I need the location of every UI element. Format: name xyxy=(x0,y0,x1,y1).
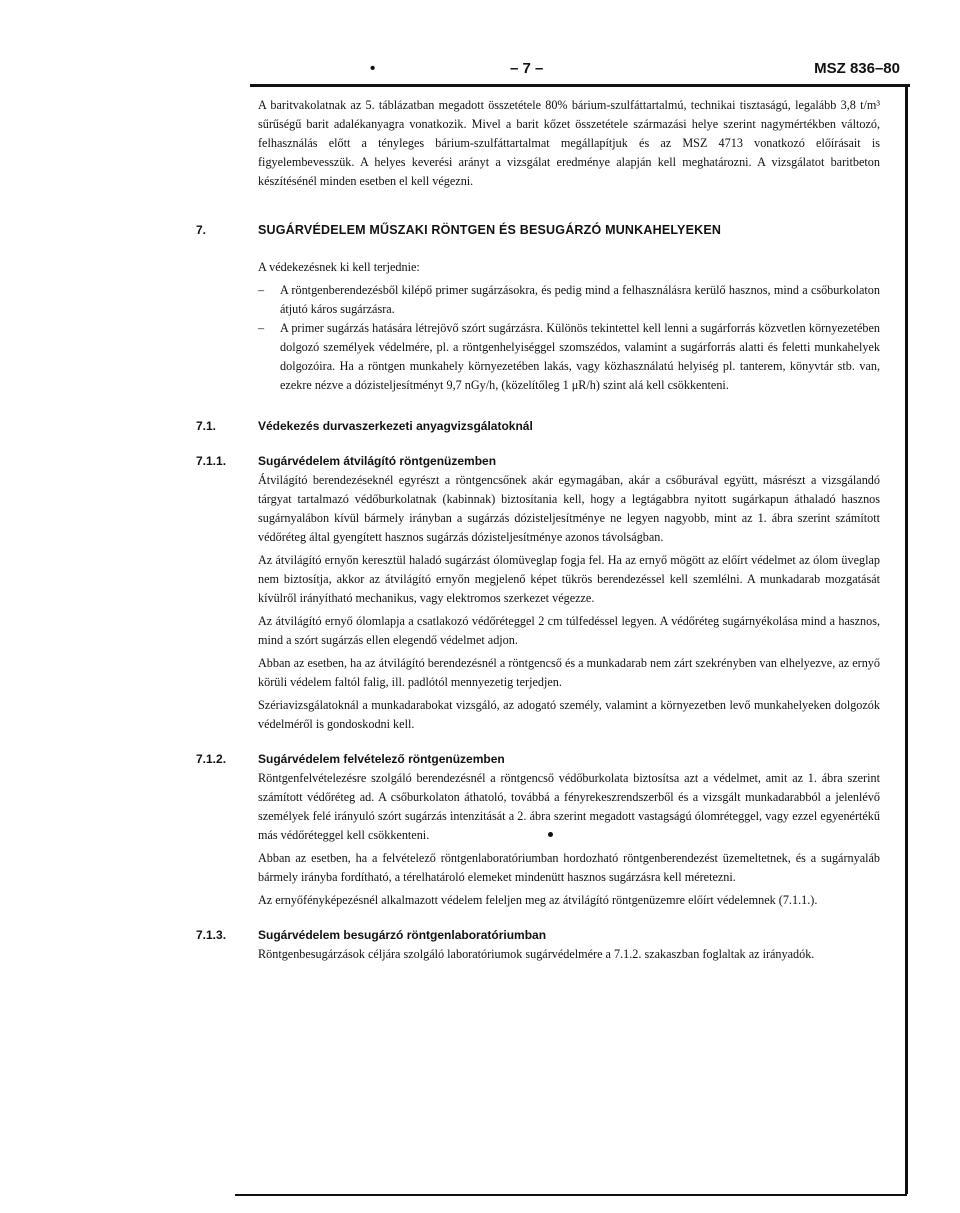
section-7-1 xyxy=(196,417,880,436)
paragraph: Az ernyőfényképezésnél alkalmazott védelem feleljen meg az átvilágító röntgenüzemre előírt védelemnek (7.1.1.). xyxy=(258,893,818,907)
section-title: Sugárvédelem átvilágító röntgenüzemben xyxy=(258,454,497,468)
section-number: 7.1. xyxy=(196,419,217,433)
paragraph: Abban az esetben, ha az átvilágító berendezésnél a röntgencső és a munkadarab nem zárt szekrényben van elhelyezve, az ernyő körüli védelem faltól falig, ill. padlótól mennyezetig terjedjen. xyxy=(258,656,880,689)
section-title: Védekezés durvaszerkezeti anyagvizsgálatoknál xyxy=(258,419,533,433)
frame-bottom-rule xyxy=(235,1194,907,1196)
paragraph: Átvilágító berendezéseknél egyrészt a röntgencsőnek akár egymagában, akár a csőburával együtt, másrészt a vizsgálandó tárgyat tartalmazó védőburkolatnak (kabinnak) biztosítania kell, hogy a legtágabbra nyitott sugárkapun áthaladó hasznos sugárnyalábon kívül bármely irányban a sugárzás dózisteljesítménye ne legyen nagyobb, mint az 1. ábra szerint számított védőréteg által gyengített hasznos sugárzás dózisteljesítménye azonos távolságban. xyxy=(258,473,880,544)
section-7-1-2 xyxy=(196,750,880,910)
section-title: Sugárvédelem felvételező röntgenüzemben xyxy=(258,752,505,766)
section-number: 7.1.2. xyxy=(196,752,227,766)
section-number: 7.1.3. xyxy=(196,928,227,942)
intro-paragraph: A baritvakolatnak az 5. táblázatban megadott összetétele 80% bárium-szulfáttartalmú, technikai tisztaságú, legalább 3,8 t/m³ sűrűségű barit adalékanyagra vonatkozik. Mivel a barit kőzet összetétele származási helye szerint nagymértékben változó, felhasználás előtt a tényleges bárium-szulfáttartalmat megállapítjuk és az MSZ 4713 vonatkozó előírásait is figyelembevesszük. A helyes keverési arányt a vizsgálat eredménye alapján kell meghatározni. A vizsgálatot baritbeton készítésénél minden esetben el kell végezni. xyxy=(258,98,880,188)
paragraph: Az átvilágító ernyő ólomlapja a csatlakozó védőréteggel 2 cm túlfedéssel legyen. A védőréteg sugárnyékolása mind a hasznos, mind a szórt sugárzás ellen elegendő védelmet adjon. xyxy=(258,614,880,647)
header-bullet: • xyxy=(370,60,376,77)
section-title: SUGÁRVÉDELEM MŰSZAKI RÖNTGEN ÉS BESUGÁRZÓ MUNKAHELYEKEN xyxy=(258,223,722,237)
section-number: 7. xyxy=(196,223,207,237)
section-title: Sugárvédelem besugárzó röntgenlaboratóriumban xyxy=(258,928,547,942)
paragraph: Röntgenbesugárzások céljára szolgáló laboratóriumok sugárvédelmére a 7.1.2. szakaszban foglaltak az irányadók. xyxy=(258,947,815,961)
section-number: 7.1.1. xyxy=(196,454,227,468)
standard-number: MSZ 836–80 xyxy=(814,60,900,77)
paragraph: Röntgenfelvételezésre szolgáló berendezésnél a röntgencső védőburkolata biztosítsa azt a védelmet, amit az 1. ábra szerint számított védőréteg ad. A csőburkolaton áthatoló, továbbá a fényrekeszrendszerből és a vizsgált munkadarabból a jelenlévő személyek felé irányuló szórt sugárzás intenzitását a 2. ábra szerint megadott vastagságú ólomréteggel, vagy ezzel egyenértékű más védőréteggel kell csökkenteni. xyxy=(258,771,880,842)
paragraph: Abban az esetben, ha a felvételező röntgenlaboratóriumban hordozható röntgenberendezést üzemeltetnek, és a sugárnyaláb bármely irányba fordítható, a térelhatároló elemeket mindenütt hasznos sugárzásra kell méretezni. xyxy=(258,851,880,884)
page-number: – 7 – xyxy=(510,60,544,77)
section-7-1-1 xyxy=(196,452,880,734)
protection-list xyxy=(258,281,880,395)
list-item: – A primer sugárzás hatására létrejövő szórt sugárzásra. Különös tekintettel kell lenni a sugárforrás közvetlen környezetében dolgozó személyek védelmére, pl. a röntgenhelyiséggel szomszédos, valamint a sugárforrás alatti és feletti munkahelyek dolgozóira. Ha a röntgen munkahely környezetében lakás, vagy közhasználatú helyiség pl. tanterem, könyvtár stb. van, ezekre nézve a dózisteljesítményt 9,7 nGy/h, (közelítőleg 1 μR/h) szint alá kell csökkenteni. xyxy=(258,319,880,395)
list-item: – A röntgenberendezésből kilépő primer sugárzásokra, és pedig mind a felhasználásra kerülő hasznos, mind a csőburkolaton átjutó káros sugárzásra. xyxy=(258,281,880,319)
section-7 xyxy=(196,221,880,395)
section-lead: A védekezésnek ki kell terjednie: xyxy=(258,260,420,274)
section-7-1-3 xyxy=(196,926,880,964)
page-header xyxy=(250,60,900,82)
frame-top-rule xyxy=(250,84,910,87)
paragraph: Az átvilágító ernyőn keresztül haladó sugárzást ólomüveglap fogja fel. Ha az ernyő mögött az előírt védelmet az ólom üveglap nem biztosítja, akkor az átvilágító ernyőn megjelenő képet tükrös berendezéssel kell szemlélni. A munkadarab mozgatását kívülről irányítható mechanikus, vagy elektromos szerkezet végezze. xyxy=(258,553,880,605)
ink-dot xyxy=(548,832,553,837)
document-body xyxy=(0,96,960,968)
paragraph: Szériavizsgálatoknál a munkadarabokat vizsgáló, az adogató személy, valamint a környezetben levő munkahelyeken dolgozók védelméről is gondoskodni kell. xyxy=(258,698,880,731)
